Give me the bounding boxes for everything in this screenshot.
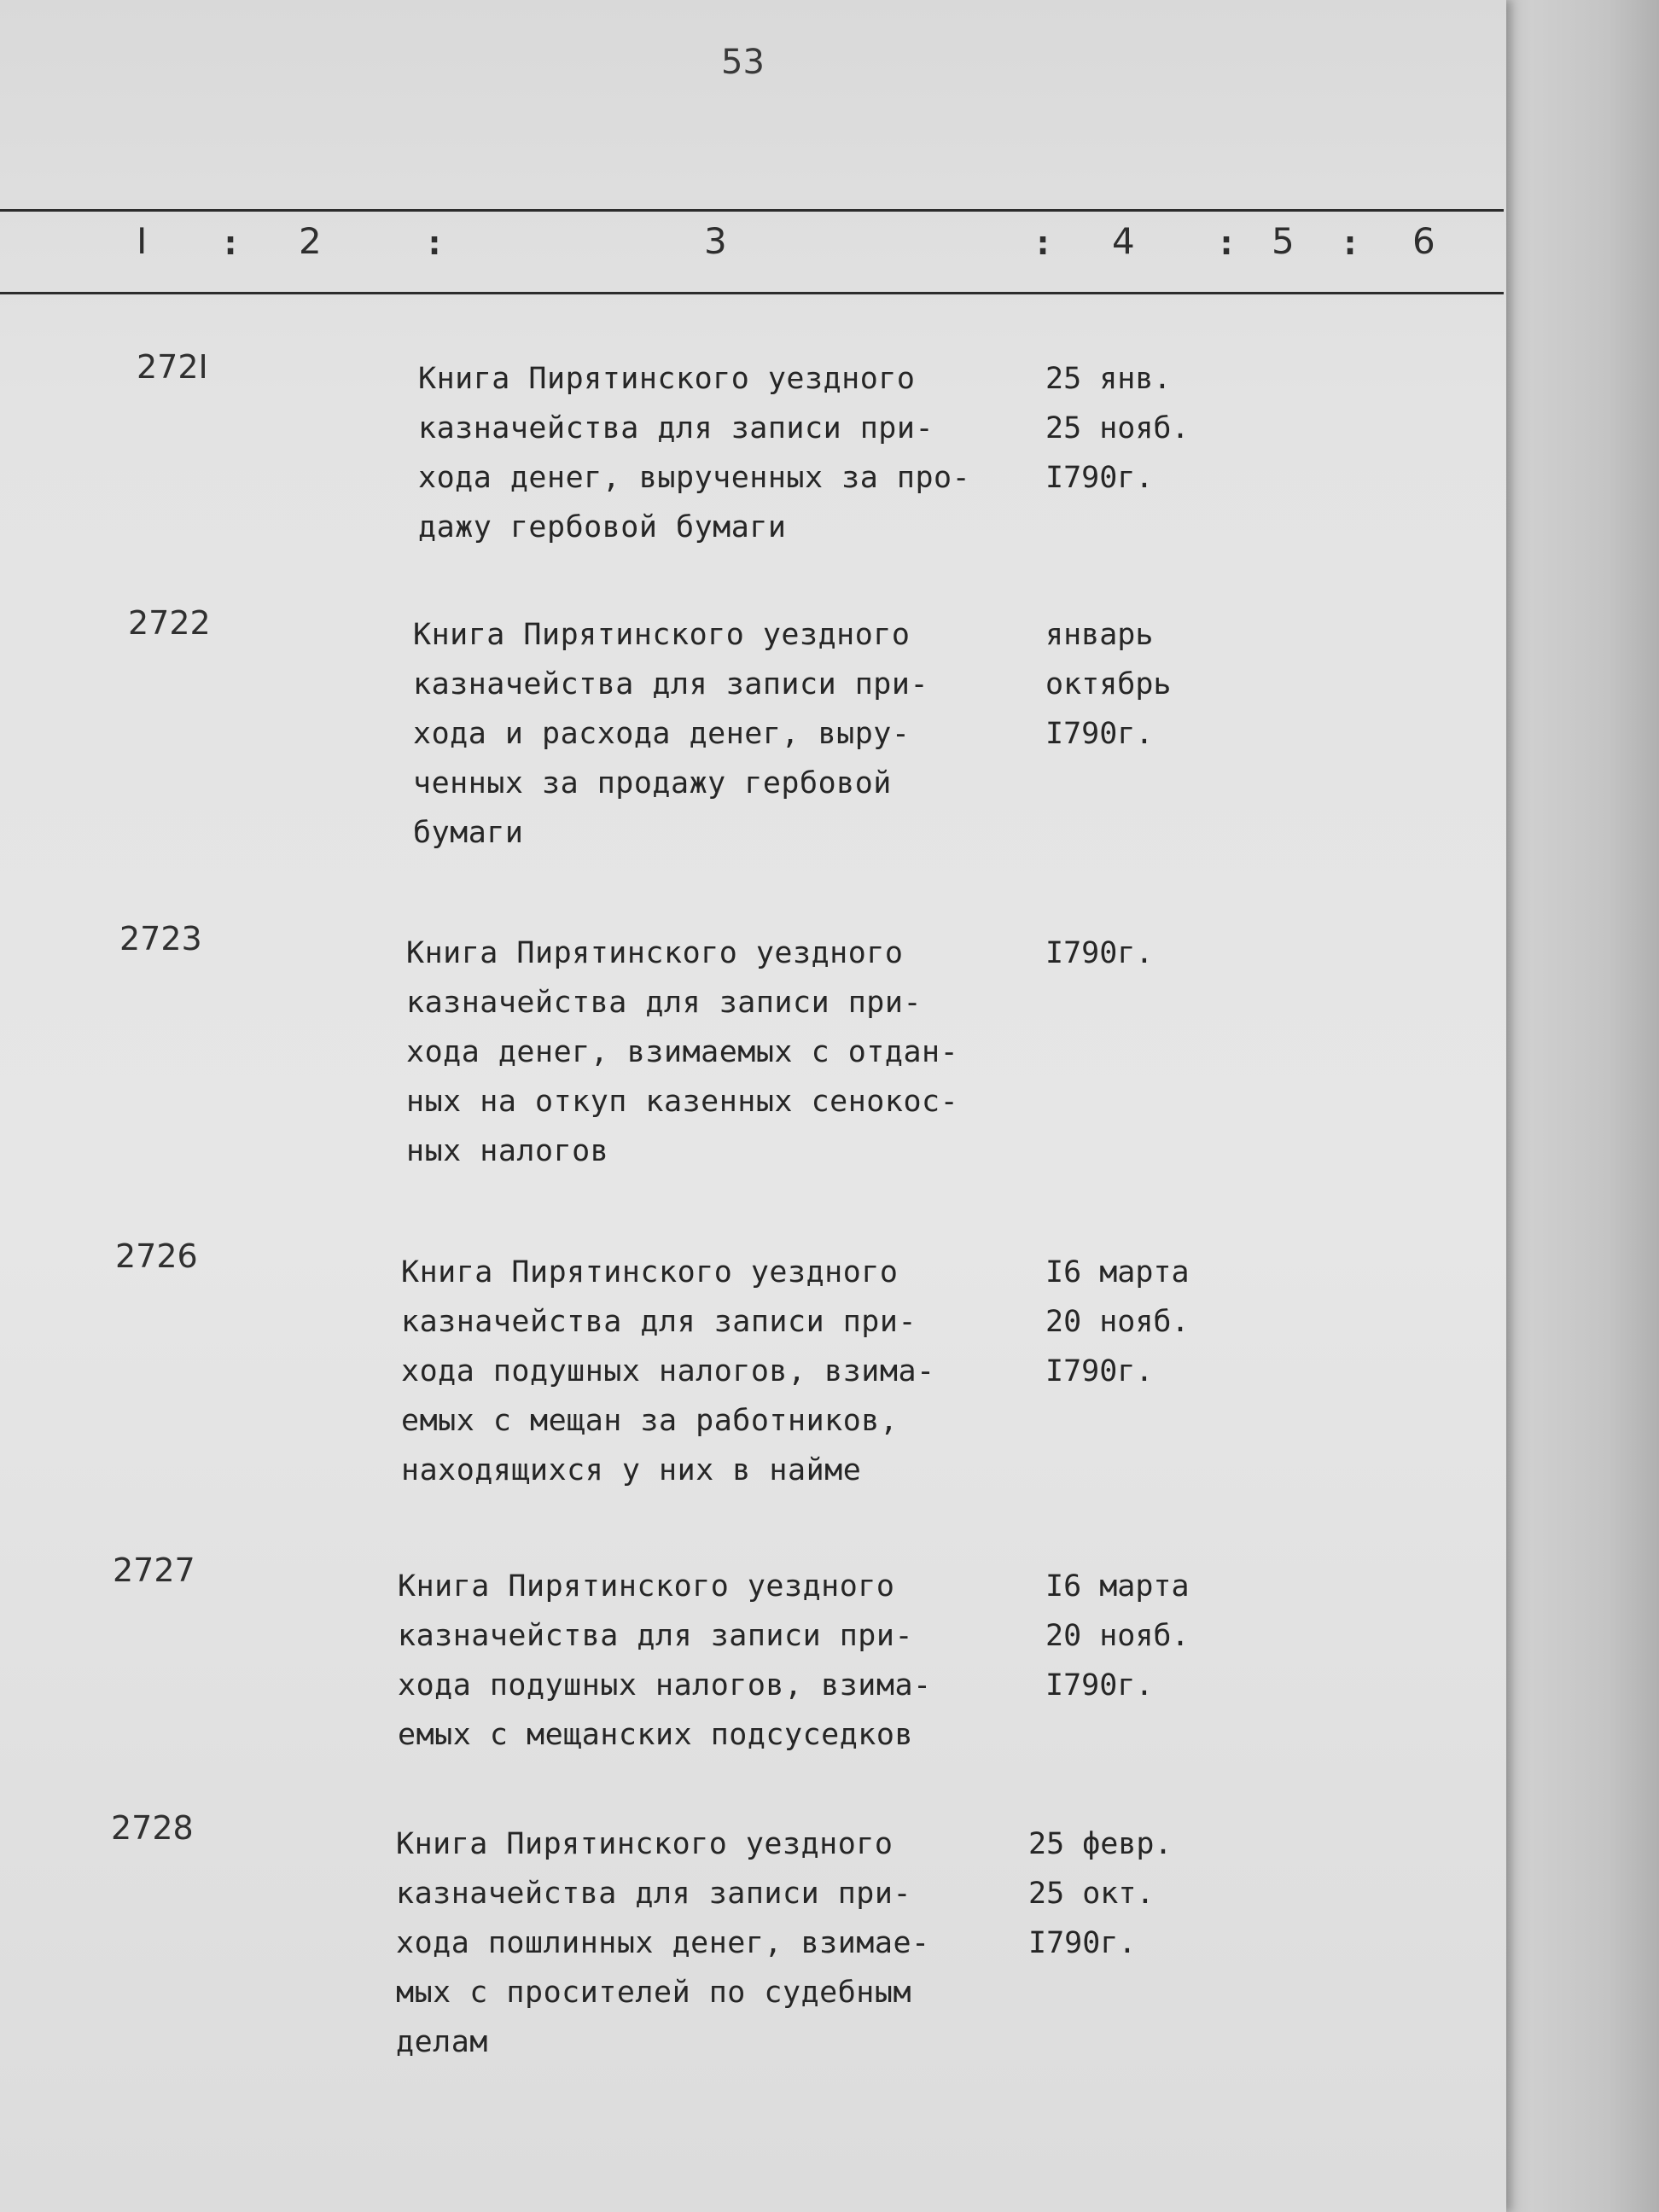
title-line: мых с просителей по судебным xyxy=(396,1976,912,2010)
column-header-4: 4 xyxy=(1112,220,1135,262)
entry-number: 272I xyxy=(137,348,208,386)
title-line: хода и расхода денег, выру- xyxy=(413,717,911,751)
entry-title xyxy=(418,354,1050,552)
entry-title xyxy=(406,928,1038,1176)
date-line: I6 марта xyxy=(1045,1569,1190,1604)
title-line: хода подушных налогов, взима- xyxy=(401,1354,935,1388)
title-line: казначейства для записи при- xyxy=(396,1877,912,1911)
column-separator: : xyxy=(424,224,445,263)
entry-number: 2722 xyxy=(128,604,211,642)
column-header-3: 3 xyxy=(704,220,727,262)
entry-title xyxy=(396,1819,1027,2067)
date-line: 25 янв. xyxy=(1045,362,1172,396)
title-line: хода подушных налогов, взима- xyxy=(398,1668,932,1703)
title-line: ных налогов xyxy=(406,1134,609,1168)
title-line: хода денег, взимаемых с отдан- xyxy=(406,1035,959,1069)
entry-number: 2727 xyxy=(113,1551,195,1589)
title-line: Книга Пирятинского уездного xyxy=(418,362,916,396)
title-line: Книга Пирятинского уездного xyxy=(401,1255,899,1289)
title-line: емых с мещанских подсуседков xyxy=(398,1718,914,1752)
column-separator: : xyxy=(1216,224,1237,263)
title-line: казначейства для записи при- xyxy=(413,667,929,701)
title-line: делам xyxy=(396,2025,488,2059)
entry-title xyxy=(413,610,1045,858)
date-line: октябрь xyxy=(1045,667,1172,701)
date-line: I6 марта xyxy=(1045,1255,1190,1289)
entry-dates xyxy=(1045,610,1250,759)
title-line: Книга Пирятинского уездного xyxy=(406,936,904,970)
date-line: 25 февр. xyxy=(1028,1827,1173,1861)
column-separator: : xyxy=(220,224,242,263)
date-line: январь xyxy=(1045,618,1154,652)
title-line: Книга Пирятинского уездного xyxy=(413,618,911,652)
title-line: казначейства для записи при- xyxy=(401,1305,917,1339)
date-line: I790г. xyxy=(1045,717,1154,751)
entry-dates xyxy=(1045,928,1250,978)
column-separator: : xyxy=(1033,224,1054,263)
title-line: емых с мещан за работников, xyxy=(401,1404,899,1438)
column-header-2: 2 xyxy=(299,220,322,262)
title-line: находящихся у них в найме xyxy=(401,1453,862,1487)
entry-number: 2726 xyxy=(115,1237,198,1275)
title-line: Книга Пирятинского уездного xyxy=(398,1569,895,1604)
entry-dates xyxy=(1045,354,1250,503)
title-line: бумаги xyxy=(413,816,524,850)
date-line: 20 нояб. xyxy=(1045,1305,1190,1339)
date-line: I790г. xyxy=(1028,1926,1137,1960)
title-line: ченных за продажу гербовой xyxy=(413,766,892,800)
title-line: казначейства для записи при- xyxy=(398,1619,914,1653)
next-page-edge xyxy=(1489,0,1659,2212)
date-line: I790г. xyxy=(1045,1668,1154,1703)
title-line: ных на откуп казенных сенокос- xyxy=(406,1085,959,1119)
date-line: I790г. xyxy=(1045,461,1154,495)
entry-title xyxy=(398,1562,1029,1760)
date-line: 25 нояб. xyxy=(1045,411,1190,445)
entry-number: 2728 xyxy=(111,1809,194,1847)
column-header-1: I xyxy=(137,220,148,262)
title-line: дажу гербовой бумаги xyxy=(418,510,787,544)
title-line: Книга Пирятинского уездного xyxy=(396,1827,894,1861)
entry-dates xyxy=(1028,1819,1233,1968)
title-line: хода денег, вырученных за про- xyxy=(418,461,971,495)
column-header-5: 5 xyxy=(1272,220,1295,262)
entry-number: 2723 xyxy=(119,920,202,958)
table-header-top-rule xyxy=(0,209,1504,212)
date-line: 25 окт. xyxy=(1028,1877,1155,1911)
date-line: I790г. xyxy=(1045,936,1154,970)
page-number: 53 xyxy=(721,43,765,82)
table-header-bottom-rule xyxy=(0,292,1504,294)
column-separator: : xyxy=(1340,224,1361,263)
date-line: I790г. xyxy=(1045,1354,1154,1388)
entry-title xyxy=(401,1248,1033,1495)
title-line: казначейства для записи при- xyxy=(418,411,934,445)
entry-dates xyxy=(1045,1562,1250,1710)
title-line: хода пошлинных денег, взимае- xyxy=(396,1926,930,1960)
entry-dates xyxy=(1045,1248,1250,1396)
title-line: казначейства для записи при- xyxy=(406,986,923,1020)
column-header-6: 6 xyxy=(1412,220,1435,262)
date-line: 20 нояб. xyxy=(1045,1619,1190,1653)
